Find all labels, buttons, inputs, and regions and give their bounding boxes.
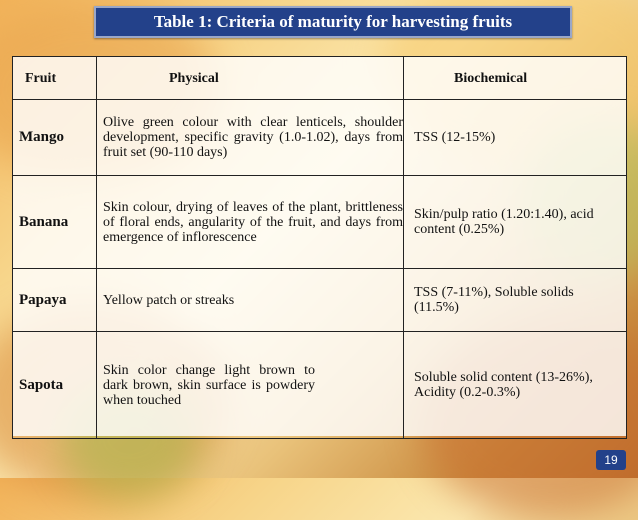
fruit-name: Sapota (13, 332, 97, 439)
biochemical-criteria: Skin/pulp ratio (1.20:1.40), acid content (0.25%) (404, 176, 627, 269)
table-header-row (13, 57, 627, 100)
fruit-name: Papaya (13, 269, 97, 332)
slide-title: Table 1: Criteria of maturity for harvesting fruits (153, 12, 513, 31)
slide-title-bar (94, 6, 572, 38)
physical-criteria: Skin colour, drying of leaves of the plant, brittleness of floral ends, angularity of the fruit, and days from emergence of inflorescence (97, 176, 404, 269)
table-row (13, 269, 627, 332)
table-row (13, 176, 627, 269)
header-biochemical: Biochemical (404, 57, 627, 100)
maturity-table (12, 56, 627, 439)
physical-criteria: Olive green colour with clear lenticels, shoulder development, specific gravity (1.0-1.02), days from fruit set (90-110 days) (97, 100, 404, 176)
table-row (13, 332, 627, 439)
biochemical-criteria: Soluble solid content (13-26%), Acidity (0.2-0.3%) (404, 332, 627, 439)
header-fruit: Fruit (13, 57, 97, 100)
header-physical: Physical (97, 57, 404, 100)
physical-criteria: Yellow patch or streaks (97, 269, 404, 332)
maturity-table-container (12, 56, 626, 436)
biochemical-criteria: TSS (12-15%) (404, 100, 627, 176)
physical-criteria: Skin color change light brown to dark brown, skin surface is powdery when touched (103, 362, 315, 408)
fruit-name: Mango (13, 100, 97, 176)
physical-criteria-cell (97, 332, 404, 439)
fruit-name: Banana (13, 176, 97, 269)
page-number-badge: 19 (596, 450, 626, 470)
biochemical-criteria: TSS (7-11%), Soluble solids (11.5%) (404, 269, 627, 332)
table-row (13, 100, 627, 176)
